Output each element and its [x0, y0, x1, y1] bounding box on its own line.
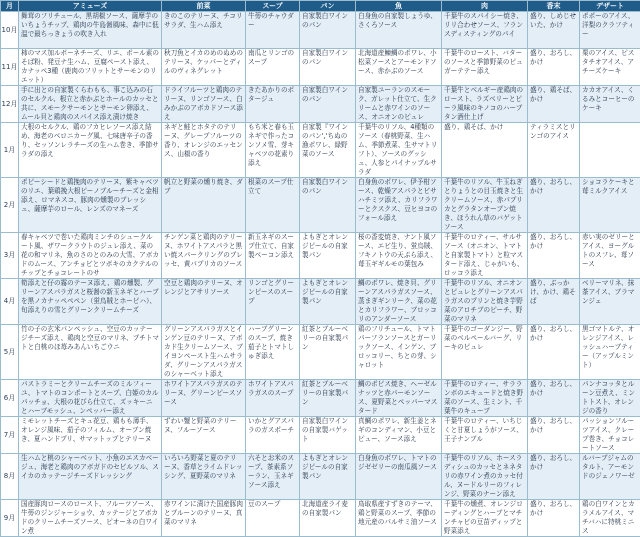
month-label: 3月 — [4, 251, 15, 259]
appetizer-cell: 赤ワインに漬けた国産豚肉とプルーンのテリーヌ、真菜のマリネ — [162, 500, 246, 537]
soba-cell: 盛り、しめじせいた、かけ — [528, 12, 580, 49]
dessert-cell: パンナコッタとルーン豆煮え、ミントトスト、オレンジの香り — [580, 380, 640, 417]
fish-cell: 白身魚の自家製しょうゆ、さくろソース — [356, 12, 442, 49]
amuse-cell: ミモレットチーズとキュ花豆、鶏もも薄手、オレンジ風味、茄子のフィルム、オーブン焼き、夏ハンドプリ、サマットップとテリーヌ — [19, 417, 162, 454]
table-row — [1, 178, 640, 233]
header-appetizer: 前菜 — [162, 1, 246, 12]
month-cell — [1, 279, 19, 325]
amuse-cell: 大根のセルクル、鶏のフカヒレソース添え結め、海老のベロニカーグ風、七味唐辛子の香り、セッソンレラチーズの生ハム巻き、季節サラダの添え — [19, 123, 162, 178]
dessert-cell: 栗のアイス、ピスタチオアイス、アチーズケーキ — [580, 49, 640, 86]
appetizer-cell: ずわい蟹と野菜のテリーヌ、フルーソース — [162, 417, 246, 454]
table-row — [1, 454, 640, 500]
header-bread: パン — [300, 1, 356, 12]
month-cell — [1, 49, 19, 86]
table-row — [1, 279, 640, 325]
month-cell — [1, 12, 19, 49]
fish-cell: 鯛のポワレ、焼き貝、グリーンアスパラガスソース、蒸まぎギンリーク、菜の花とカリフラワー、ブロッコリのアンダーソース — [356, 279, 442, 325]
soba-cell: 盛り、おろし、かけ — [528, 49, 580, 86]
meat-cell: 盛り、鶏そば、かけ — [442, 123, 528, 178]
soup-cell: 新玉ネギのスープ仕立て、自家製ベーコン添え — [246, 233, 300, 279]
amuse-cell: 手に出との自家製くらわもも、事こ込みの石のセルクル、根立と赤かぶとホールのカッセと共に、スモークサーモンとサーモン卵添え、ムール貝と鶏肉のスパイス添え漬け焼き — [19, 86, 162, 123]
month-cell — [1, 454, 19, 500]
header-month: 月 — [1, 1, 19, 12]
header-fish: 魚 — [356, 1, 442, 12]
soba-cell: 盛り、おろし、かけ — [528, 417, 580, 454]
month-label: 9月 — [4, 514, 15, 522]
meat-cell: 千葉牛のリソル、牛玉ねぎとりょうとの目玉焼きと生クリームソース、赤パプリカとグラタンオーブン焼き、ほうれん草のバゲットソース — [442, 178, 528, 233]
month-label: 7月 — [4, 431, 15, 439]
menu-body — [1, 12, 640, 537]
fish-cell: 桜の香変焼き、ナント風ソース、エビ生り、蛍烏賊、フキノトウの天ぷら添え、苺玉ギギルモの葉包み — [356, 233, 442, 279]
fish-cell: 北海道産鰊鯛のポワレ、小松菜ソースとアーモンドソース、赤かぶのソース — [356, 49, 442, 86]
table-row — [1, 417, 640, 454]
fish-cell: 鯛のポピス焼き、ヘーゼルナッツと赤パーモンソース、夏野菜とペッパーマスタード — [356, 380, 442, 417]
fish-cell: 白身魚のポワレ、トマトのジゼゼリーの南瓜風ソース — [356, 454, 442, 500]
amuse-cell: パストラミーとクリームチーズのミルフィーユ、トマトのコンポートとスープ、白姫のカルパッチョ、大根の花びら仕立て、ズッキーニとハーブモッシュ、ンペッパー添え — [19, 380, 162, 417]
month-label: 6月 — [4, 394, 15, 402]
bread-cell: よもぎとオレンジピールの自家製パン — [300, 454, 356, 500]
month-cell — [1, 86, 19, 123]
soup-cell: もち米と春も玉ネギで作ったコンソメ雪、芽キャベツの花素り添え — [246, 123, 300, 178]
fish-cell: 千葉牛のリソル、4種類のソース（春桃野菜、生ハム、季節煮菜、生サマトリフト）、ソースのグッシュ、人参とパイナップルサラダ — [356, 123, 442, 178]
month-label: 11月 — [2, 63, 18, 71]
appetizer-cell: きのこのテリーヌ、チコリサラダ、生ハム添え — [162, 12, 246, 49]
soup-cell: ハーブグリーンのスープ、焼き茄子とトマトしゅぎ添え — [246, 325, 300, 380]
month-cell — [1, 380, 19, 417]
month-cell — [1, 500, 19, 537]
soba-cell: 盛り、おろし、かけ — [528, 178, 580, 233]
bread-cell: 自家製白ワインのパン — [300, 49, 356, 86]
meat-cell: 千葉牛のリソル、ホースラディシュのカッセとネネタリの赤ワイン煮のカッセ付ル、ヌードルリーのフィレンジ、野菜のナーン添え — [442, 454, 528, 500]
month-label: 4月 — [4, 297, 15, 305]
month-label: 5月 — [4, 348, 15, 356]
appetizer-cell: 帆立と野菜の燻り焼き、ダブ — [162, 178, 246, 233]
table-row — [1, 380, 640, 417]
soba-cell: 盛り、鶏そば、かけ — [528, 86, 580, 123]
soup-cell: ホワイトアスパラガスのスープ — [246, 380, 300, 417]
table-row — [1, 12, 640, 49]
table-row — [1, 49, 640, 86]
meat-cell: 千葉牛のゴーダンジー、野菜のベルペールバーグ、リーキのピュレ — [442, 325, 528, 380]
bread-cell: 自家製白ワインの自家製バゲット — [300, 417, 356, 454]
meat-cell: 千葉牛の燻煮、オレンジローディングとハーブとマチンチャビの豆苗ディップと野菜添え — [442, 500, 528, 537]
amuse-cell: 竹の子の玄米パンペッシュ、空豆のカッテージチーズ添え、鶏肉と空豆のマリネ、プチトマトと白桃のほ苺みあんいちごウニ — [19, 325, 162, 380]
month-label: 12月 — [2, 100, 18, 108]
dessert-cell: 黒ゴマトルテ、オレンジアイス、レッシュハーブティー（アップルミント） — [580, 325, 640, 380]
table-row — [1, 325, 640, 380]
soup-cell: 豆のスープ — [246, 500, 300, 537]
appetizer-cell: いろいろ野菜と夏のテリーヌ、香草とライムドレッシング、夏野菜のマリネ — [162, 454, 246, 500]
dessert-cell: 赤い実のゼリーとアイス、ヨーグルトのスフレ、苺ソース — [580, 233, 640, 279]
meat-cell: 千葉牛のロティー、いちじくと甘夏しょうがソース、王子ナンブル — [442, 417, 528, 454]
soba-cell: 盛り、おろし、かけ — [528, 454, 580, 500]
meat-cell: 千葉牛のリソル、オニオンとピュレとグリーンアスパラガスのプリンと焼き芋野菜のアロチブのピーチ、野菜のマリネ — [442, 279, 528, 325]
month-cell — [1, 123, 19, 178]
bread-cell: 自家製『ワインのパン','ちぬの漁ポワレ、緑野菜のソース — [300, 123, 356, 178]
soba-cell: 盛り、おろし、かけ — [528, 233, 580, 279]
soba-cell: 盛り、ぶっかけ、かけ、鶏そば — [528, 279, 580, 325]
meat-cell: 千葉牛のロティー、サルサソース（オニオン、トマトと自家製トマト）と粒マスタード添え、じゃがいも、ロッコラ添え — [442, 233, 528, 279]
bread-cell: 紅茶とブルーベリーの自家製パン — [300, 325, 356, 380]
table-row — [1, 123, 640, 178]
dessert-cell: ルバーブジャムのタルト、アーモンドのジェノワーゼ — [580, 454, 640, 500]
amuse-cell: 生ハムと桃のシャーベット、小魚のエスカベージュ、海老と鶏肉のアボガドのセビルソル、スイカのカッテージチーズドレッシング — [19, 454, 162, 500]
dessert-cell: ポポーのアイス、洋梨のクラフティー — [580, 12, 640, 49]
amuse-cell: 柿のマス加ルボーネチーズ、リエ、ポール素のそば粉、発豆ナ生ハム、豆腐ペースト添え、カナッペ3種（鹿肉のフリットとサーモンのリエット） — [19, 49, 162, 86]
header-row — [1, 1, 640, 12]
soup-cell: いかとグアスパラのガスポーチ — [246, 417, 300, 454]
bread-cell: 自家製白ワインのパン — [300, 86, 356, 123]
dessert-cell: ショコラケーキと苺ミルクアイス — [580, 178, 640, 233]
soba-cell: 盛り、おろし、かけ — [528, 500, 580, 537]
dessert-cell: パッションフルーツアイス、クレープ巻き、チョコレートソース — [580, 417, 640, 454]
month-label: 10月 — [2, 26, 18, 34]
appetizer-cell: チンゲン菜と鶏肉のテリーヌ、ホワイトアスパラと黒い焼スパークリングのブレッセ、黄パプリカのソース — [162, 233, 246, 279]
appetizer-cell: 秋刀魚とイカのめのぬめのテリーヌ、ケッパーとディルのヴィネグレット — [162, 49, 246, 86]
month-cell — [1, 417, 19, 454]
appetizer-cell: 空豆と鶏肉のテリーヌ、オレンジとアサリソース — [162, 279, 246, 325]
header-amuse: アミューズ — [19, 1, 162, 12]
amuse-cell: 筍添えと仔の霧のテーヌ添え、鶏の燻製、グリーンアスパラガスと桜醤の新玉ネギとハーブを黒ノカナッペペペン（蛍烏賊とホーピハ）、旬添えりの雪とグリーンクリームチーズ — [19, 279, 162, 325]
dessert-cell: ベリーマリネ、抹茶アイス、ブラマンジェ — [580, 279, 640, 325]
amuse-cell: 舞茸のフリチュール、黒胡椒ソース、薩摩芋のいちょうチップ、鶏肉の牛島醤風味、森中に低温で最ちっきょうの吹き入れ — [19, 12, 162, 49]
fish-cell: 鶏のフリチュール、トマトパーフランソースとガーリックソース、インゲン、ブロッコリー、ちとの芽、シャロット — [356, 325, 442, 380]
amuse-cell: 春キャベツで巻いた鶏肉ミンチのシュークルート風、ザワークラウトのジュレ添え、菜の花の和マリネ、魚のさのとのみの大雪、アボカドのムース、アンチョビとツボキのカクテルのチップとチョコレートのサ — [19, 233, 162, 279]
soup-cell: きたあかりのポタージュ — [246, 86, 300, 123]
table-row — [1, 86, 640, 123]
soup-cell: 南瓜とリンゴのスープ — [246, 49, 300, 86]
fish-cell: 白身魚のポワレ、伊予柑ソース、乾燥アスパラとビサハチミツ添え、カリフラワーとクスクス、豆ヒヨコのフォール添え — [356, 178, 442, 233]
fish-cell: 自家製ユーランのスモーク、ガレット仕立て、生クリームと赤ワインのソース、オニオンのピュレ — [356, 86, 442, 123]
soup-cell: 牛蒡のチャウダー — [246, 12, 300, 49]
bread-cell: 北海道産ライ麦の自家製パン — [300, 500, 356, 537]
month-label: 1月 — [4, 146, 15, 154]
soup-cell: 六そとお米のスープ、茶素系ソーラン、玉ネギソース添え — [246, 454, 300, 500]
month-cell — [1, 325, 19, 380]
bread-cell: 自家製白ワインのパン — [300, 178, 356, 233]
meat-cell: 千葉牛のロースト、バターのソースと季節野菜のピュガーテテー添え — [442, 49, 528, 86]
soup-cell: リンゴとグリーンピースのスープ — [246, 279, 300, 325]
dessert-cell: カカオアイス、くるみとコーヒーのケーキ — [580, 86, 640, 123]
bread-cell: 紅茶とブルーベリーの自家製パン — [300, 380, 356, 417]
bread-cell: よもぎとオレンジピールの自家製パン — [300, 279, 356, 325]
bread-cell: よもぎとオレンジピールの自家製パン — [300, 233, 356, 279]
header-dessert: デザート — [580, 1, 640, 12]
soba-cell: ティラミスとリンゴのアイス — [528, 123, 580, 178]
header-soba: 香末 — [528, 1, 580, 12]
soba-cell: 盛り、おろし、かけ — [528, 325, 580, 380]
meat-cell: 千葉牛とベルギー産鶏肉のロースト、ラズベリーとピーラ風味のキノコのハーブタン酒仕上げ — [442, 86, 528, 123]
header-meat: 肉 — [442, 1, 528, 12]
table-row — [1, 233, 640, 279]
month-cell — [1, 178, 19, 233]
soba-cell: 盛り、おろし、かけ — [528, 380, 580, 417]
month-cell — [1, 233, 19, 279]
fish-cell: 鳥取県産すずきのテーマ、鶏と野菜のスープ、季節の地元産のパルサミ油ソース — [356, 500, 442, 537]
appetizer-cell: ホワイトアスパラガスのテリーヌ、グリーンピースソース — [162, 380, 246, 417]
dessert-cell: 鶏の白ワインとカラメルアイス、マチバハに特桃ミニス — [580, 500, 640, 537]
table-row — [1, 500, 640, 537]
amuse-cell: 国産豚肉ロースのロースト、フルーツソース、牛蒡のジンジャーショウ、カッテージとアボカドのクリームチーズソース、ピオーネの白ワイン煮 — [19, 500, 162, 537]
meat-cell: 千葉牛のロティー、サラランボのエキュードと焼き野菜のソース、生ミント、千葉牛のキューブ — [442, 380, 528, 417]
month-label: 2月 — [4, 201, 15, 209]
fish-cell: 真鯛のポワレ、新生姜とネギのコンディマン、小豆とピュー、ソース添え — [356, 417, 442, 454]
bread-cell: 自家製白ワインのパン — [300, 12, 356, 49]
header-soup: スープ — [246, 1, 300, 12]
appetizer-cell: ドライフルーツと鶏肉のテリーヌ、リンゴソース、白みかぶのアボカドソース添え — [162, 86, 246, 123]
appetizer-cell: グリーンアスパラガスとインゲン豆のテリーヌ、アボカド生クリームソース、ブイヨンペースト生ハムサラダ、グリーンアスパラガスのシャーベット添え — [162, 325, 246, 380]
soup-cell: 根菜のスープ仕立て — [246, 178, 300, 233]
amuse-cell: ポピーシードと鶏挽肉のテリーヌ、紫キャベツのリエ、葉鶏挽大根ピーノブルーチーズと金相添え、ロマネスコ、豚肉の燻製のブレッシュ、薩摩芋のロール、レンズのマネーズ — [19, 178, 162, 233]
month-label: 8月 — [4, 472, 15, 480]
appetizer-cell: ネギと鮭とホタテのテリーヌ、グレープフルーツの香り、オレンジのエッセンス、山椒の香り — [162, 123, 246, 178]
meat-cell: 千葉牛のスパイシー焼き、リリ合わせソース、フランスディスティングのパイ — [442, 12, 528, 49]
